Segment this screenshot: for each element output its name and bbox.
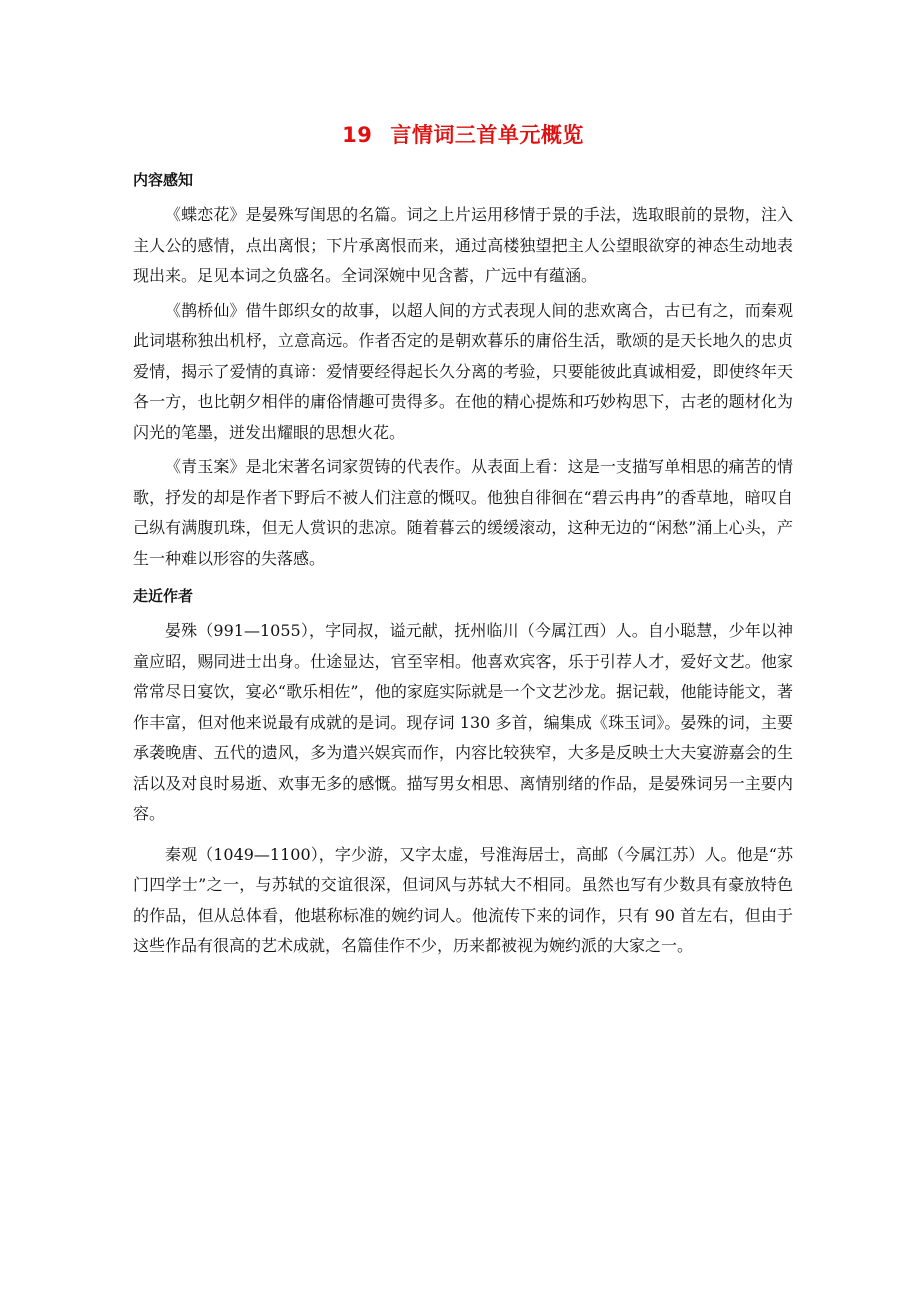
title-number: 19 <box>342 123 373 147</box>
section-heading: 内容感知 <box>133 171 194 189</box>
paragraph-qinguan: 秦观（1049—1100），字少游，又字太虚，号淮海居士，高邮（今属江苏）人。他是“苏门四学士”之一，与苏轼的交谊很深，但词风与苏轼大不相同。虽然也写有少数具有豪放特色的作品，但从总体看，他堪称标准的婉约词人。他流传下来的词作，只有 90 首左右，但由于这些作品有很高的艺术成就，名篇佳作不少，历来都被视为婉约派的大家之一。 <box>133 844 793 955</box>
paragraph-qingyuan: 《青玉案》是北宋著名词家贺铸的代表作。从表面上看：这是一支描写单相思的痛苦的情歌，抒发的却是作者下野后不被人们注意的慨叹。他独自徘徊在“碧云冉冉”的香草地，暗叹自己纵有满腹玑珠，但无人赏识的悲凉。随着暮云的缓缓滚动，这种无边的“闲愁”涌上心头，产生一种难以形容的失落感。 <box>133 457 793 568</box>
page-title <box>133 118 793 152</box>
section-about-authors <box>133 584 793 962</box>
paragraph-yanshu: 晏殊（991—1055），字同叔，谥元献，抚州临川（今属江西）人。自小聪慧，少年以神童应昭，赐同进士出身。仕途显达，官至宰相。他喜欢宾客，乐于引荐人才，爱好文艺。他家常常尽日宴饮，宴必“歌乐相佐”，他的家庭实际就是一个文艺沙龙。据记载，他能诗能文，著作丰富，但对他来说最有成就的是词。现存词 130 多首，编集成《珠玉词》。晏殊的词，主要承袭晚唐、五代的遗风，多为遣兴娱宾而作，内容比较狭窄，大多是反映士大夫宴游嘉会的生活以及对良时易逝、欢事无多的感慨。描写男女相思、离情别绪的作品，是晏殊词另一主要内容。 <box>133 621 793 823</box>
document-page <box>133 118 793 962</box>
paragraph-dielianhua: 《蝶恋花》是晏殊写闺思的名篇。词之上片运用移情于景的手法，选取眼前的景物，注入主人公的感情，点出离恨；下片承离恨而来，通过高楼独望把主人公望眼欲穿的神态生动地表现出来。足见本词之负盛名。全词深婉中见含蓄，广远中有蕴涵。 <box>133 205 793 285</box>
paragraph-queqiaoxian: 《鹊桥仙》借牛郎织女的故事，以超人间的方式表现人间的悲欢离合，古已有之，而秦观此词堪称独出机杼，立意高远。作者否定的是朝欢暮乐的庸俗生活，歌颂的是天长地久的忠贞爱情，揭示了爱情的真谛：爱情要经得起长久分离的考验，只要能彼此真诚相爱，即使终年天各一方，也比朝夕相伴的庸俗情趣可贵得多。在他的精心提炼和巧妙构思下，古老的题材化为闪光的笔墨，迸发出耀眼的思想火花。 <box>133 300 793 442</box>
title-text: 言情词三首单元概览 <box>390 123 584 147</box>
section-content-perception <box>133 168 793 574</box>
section-heading: 走近作者 <box>133 587 194 605</box>
